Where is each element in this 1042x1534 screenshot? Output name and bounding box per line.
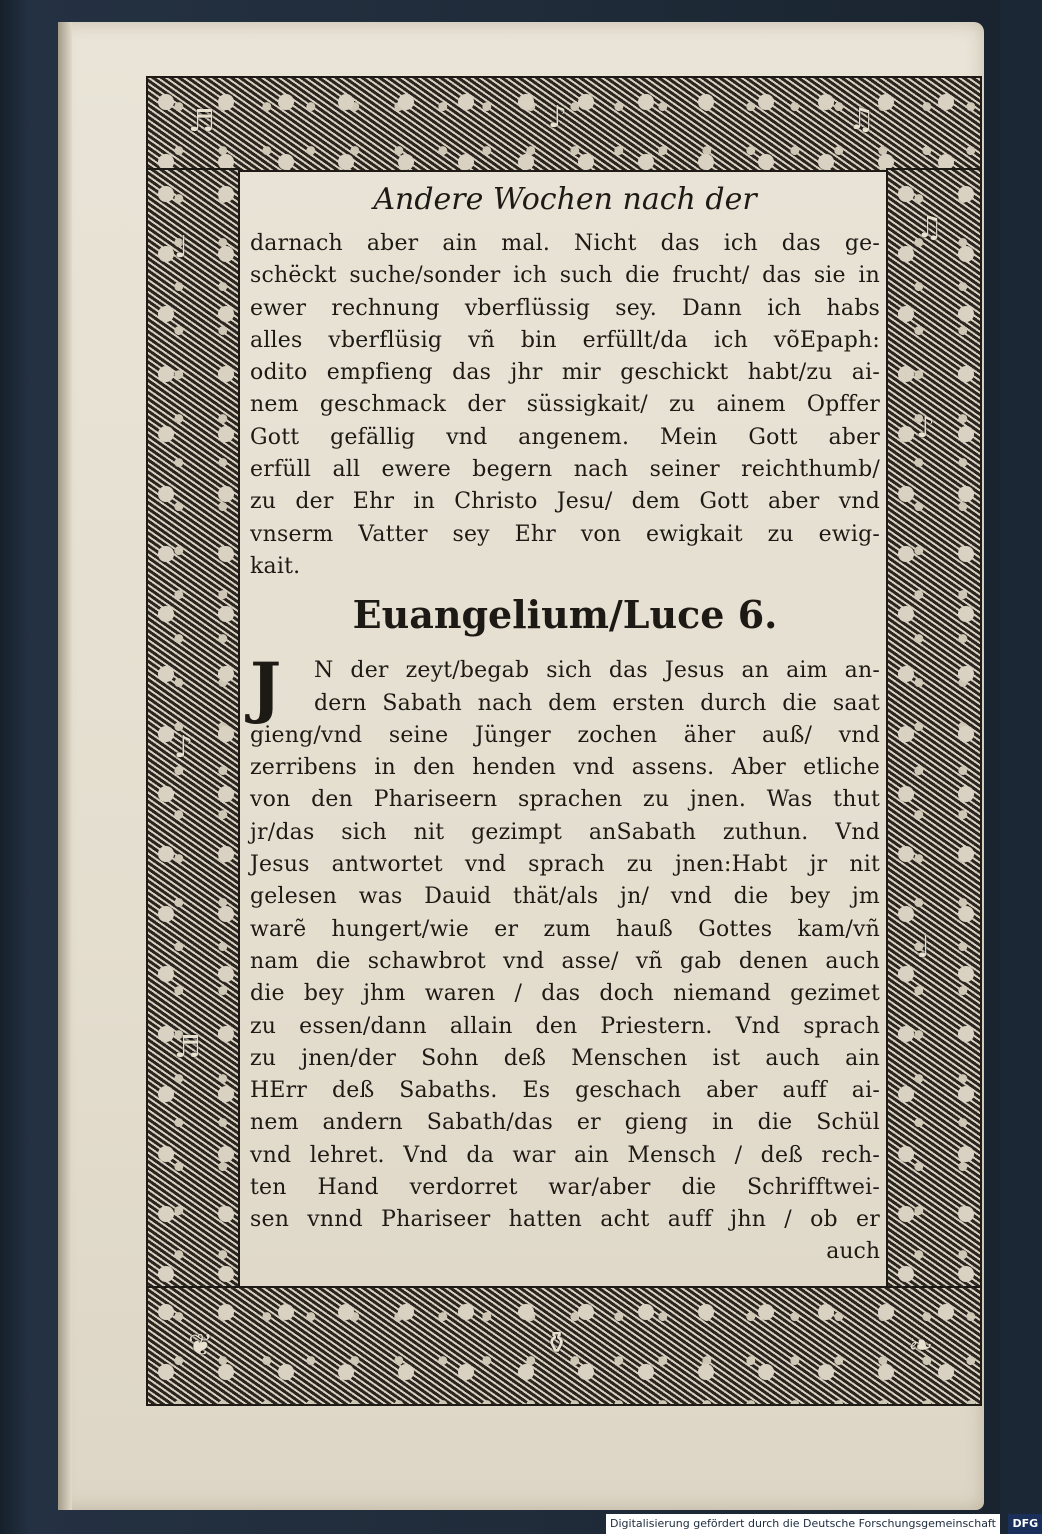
harp-icon: ♩ — [174, 230, 189, 265]
text-line: warẽ hungert/wie er zum hauß Gottes kam/vñ — [250, 916, 880, 942]
text-block — [250, 180, 880, 1286]
text-line: vnserm Vatter sey Ehr von ewigkait zu ewig- — [250, 521, 880, 547]
text-line: zu jnen/der Sohn deß Menschen ist auch ain — [250, 1045, 880, 1071]
text-line: dern Sabath nach dem ersten durch die saat — [314, 690, 880, 716]
text-line: nem geschmack der süssigkait/ zu ainem Opffer — [250, 392, 880, 418]
text-line: jr/das sich nit gezimpt anSabath zuthun. Vnd — [250, 819, 880, 845]
trombone-icon: ♬ — [188, 104, 215, 139]
text-line: gelesen was Dauid thät/als jn/ vnd die bey jm — [250, 884, 880, 910]
text-line: HErr deß Sabaths. Es geschach aber auff ai- — [250, 1078, 880, 1104]
digitization-credit: Digitalisierung gefördert durch die Deutsche Forschungsgemeinschaft · DFG — [606, 1514, 1000, 1534]
text-line: von den Phariseern sprachen zu jnen. Was thut — [250, 787, 880, 813]
text-line: N der zeyt/begab sich das Jesus an aim an- — [314, 658, 880, 684]
gospel-heading: Euangelium/Luce 6. — [352, 592, 778, 638]
scroll-ornament-icon: ❧ — [908, 1328, 934, 1363]
text-line: ewer rechnung vberflüssig sey. Dann ich habs — [250, 295, 880, 321]
page-gutter-shadow — [58, 22, 72, 1510]
text-line: schëckt suche/sonder ich such die frucht/ das sie in — [250, 263, 880, 289]
catchword: auch — [826, 1238, 880, 1264]
text-line: Jesus antwortet vnd sprach zu jnen:Habt jr nit — [250, 852, 880, 878]
text-line: ten Hand verdorret war/aber die Schrifftwei- — [250, 1175, 880, 1201]
text-line: Gott gefällig vnd angenem. Mein Gott aber — [250, 424, 880, 450]
text-line: zu essen/dann allain den Priestern. Vnd sprach — [250, 1013, 880, 1039]
sheet-music-icon: ♫ — [848, 102, 875, 137]
gospel-text — [250, 648, 880, 1236]
dfg-logo: DFG — [1008, 1514, 1042, 1534]
initial-letter: J — [250, 648, 282, 727]
text-line: nem andern Sabath/das er gieng in die Schül — [250, 1110, 880, 1136]
text-line: kait. — [250, 553, 301, 579]
credit-text: Digitalisierung gefördert durch die Deutsche Forschungsgemeinschaft — [610, 1517, 996, 1530]
woodcut-border-bottom — [146, 1286, 982, 1406]
text-line: nam die schawbrot vnd asse/ vñ gab denen auch — [250, 948, 880, 974]
scroll-ornament-icon: ❦ — [188, 1328, 214, 1363]
text-line: erfüll all ewere begern nach seiner reichthumb/ — [250, 457, 880, 483]
text-line: vnd lehret. Vnd da war ain Mensch / deß rech- — [250, 1142, 880, 1168]
woodcut-border-top — [146, 76, 982, 172]
text-line: odito empfieng das jhr mir geschickt habt/zu ai- — [250, 360, 880, 386]
lute-icon: ♩ — [916, 930, 931, 965]
text-line: zerribens in den henden vnd assens. Aber etliche — [250, 755, 880, 781]
epistle-text — [250, 228, 880, 583]
instrument-icon: ♪ — [548, 100, 568, 135]
text-line: alles vberflüsig vñ bin erfüllt/da ich võEpaph: — [250, 327, 880, 353]
text-line: gieng/vnd seine Jünger zochen äher auß/ vnd — [250, 722, 880, 748]
viol-icon: ♪ — [916, 410, 936, 445]
drum-icon: ♫ — [916, 210, 943, 245]
text-line: zu der Ehr in Christo Jesu/ dem Gott aber vnd — [250, 489, 880, 515]
woodcut-border-left — [146, 168, 240, 1290]
pipes-icon: ♬ — [174, 1030, 201, 1065]
running-head: Andere Wochen nach der — [373, 182, 757, 217]
text-line: die bey jhm waren / das doch niemand gezimet — [250, 981, 880, 1007]
woodcut-border-right — [886, 168, 982, 1290]
vase-icon: ⚱ — [544, 1326, 570, 1361]
bell-icon: ♪ — [174, 730, 194, 765]
text-line: darnach aber ain mal. Nicht das ich das ge- — [250, 231, 880, 256]
text-line: sen vnnd Phariseer hatten acht auff jhn / ob er — [250, 1207, 880, 1233]
